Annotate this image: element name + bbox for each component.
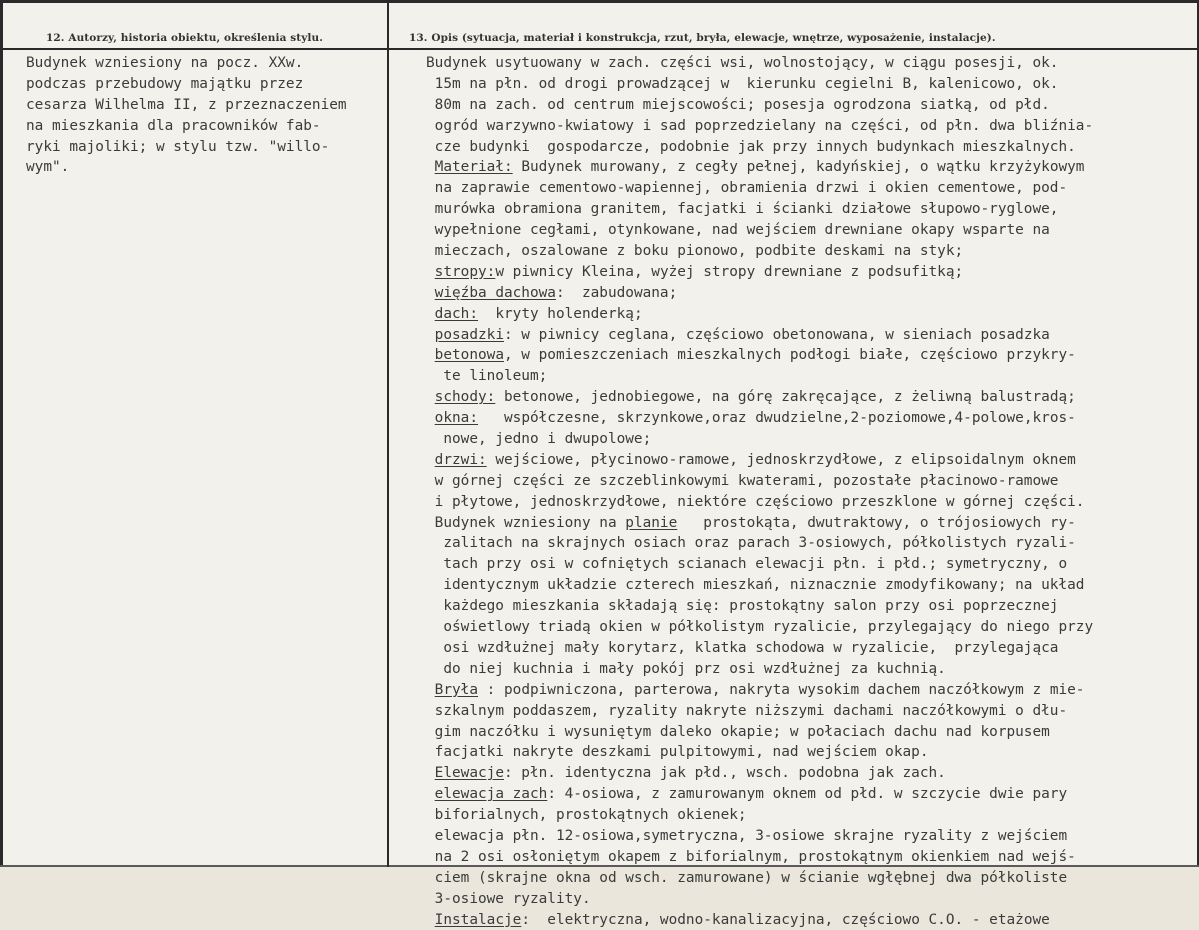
description-text-line bbox=[426, 304, 1198, 325]
description-text-line bbox=[426, 492, 1198, 513]
text-segment: 80m na zach. od centrum miejscowości; posesja ogrodzona siatką, od płd. bbox=[426, 96, 1050, 113]
field-label: betonowa bbox=[434, 347, 504, 364]
text-segment bbox=[426, 327, 435, 343]
field-label: dach: bbox=[434, 305, 478, 322]
field-label: planie bbox=[625, 514, 678, 531]
text-segment: na 2 osi osłoniętym okapem z biforialnym, prostokątnym okienkiem nad wejś- bbox=[426, 848, 1076, 865]
description-text-line bbox=[426, 826, 1198, 847]
description-text-line bbox=[426, 95, 1198, 116]
field-label: Instalacje bbox=[434, 911, 522, 928]
description-text-line bbox=[426, 345, 1198, 366]
description-text-line bbox=[426, 533, 1198, 554]
section-12-heading: 12. Autorzy, historia obiektu, określenia stylu. bbox=[46, 32, 324, 44]
text-segment: : podpiwniczona, parterowa, nakryta wysokim dachem naczółkowym z mie- bbox=[478, 681, 1085, 698]
text-segment: Budynek murowany, z cegły pełnej, kadyńskiej, o wątku krzyżykowym bbox=[512, 159, 1085, 176]
text-segment bbox=[426, 786, 435, 802]
text-segment: : 4-osiowa, z zamurowanym oknem od płd. w szczycie dwie pary bbox=[547, 786, 1068, 803]
description-text-line bbox=[426, 408, 1198, 429]
text-segment bbox=[426, 347, 435, 363]
description-text-line bbox=[426, 137, 1198, 158]
description-text-line bbox=[426, 178, 1198, 199]
description-text-line bbox=[426, 868, 1198, 889]
history-text-line: cesarza Wilhelma II, z przeznaczeniem bbox=[26, 96, 347, 113]
text-segment: w piwnicy Kleina, wyżej stropy drewniane z podsufitką; bbox=[495, 263, 964, 280]
text-segment: szkalnym poddaszem, ryzality nakryte niższymi dachami naczółkowymi o dłu- bbox=[434, 702, 1068, 719]
description-text-line bbox=[426, 763, 1198, 784]
description-text-line bbox=[426, 74, 1198, 95]
description-text-line bbox=[426, 429, 1198, 450]
history-text-line: wym". bbox=[26, 159, 70, 176]
text-segment: do niej kuchnia i mały pokój prz osi wzdłużnej za kuchnią. bbox=[426, 660, 946, 677]
description-text-line bbox=[426, 701, 1198, 722]
text-segment: wypełnione cegłami, otynkowane, nad wejściem drewniane okapy wsparte na bbox=[426, 222, 1050, 239]
field-label: Bryła bbox=[434, 681, 478, 698]
text-segment: betonowe, jednobiegowe, na górę zakręcające, z żeliwną balustradą; bbox=[495, 389, 1076, 406]
text-segment: nowe, jedno i dwupolowe; bbox=[426, 431, 652, 448]
description-text-line bbox=[426, 283, 1198, 304]
text-segment bbox=[426, 703, 435, 719]
field-label: stropy: bbox=[434, 263, 496, 280]
description-text-line bbox=[426, 53, 1198, 74]
description-text-line bbox=[426, 805, 1198, 826]
text-segment: oświetlowy triadą okien w półkolistym ryzalicie, przylegający do niego przy bbox=[426, 619, 1094, 636]
text-segment: zalitach na skrajnych osiach oraz parach 3-osiowych, półkolistych ryzali- bbox=[426, 535, 1076, 552]
text-segment: na zaprawie cementowo-wapiennej, obramienia drzwi i okien cementowe, pod- bbox=[426, 180, 1068, 197]
description-text-line bbox=[426, 889, 1198, 910]
frame-border-left bbox=[0, 0, 3, 867]
description-text-line bbox=[426, 596, 1198, 617]
field-label: posadzki bbox=[434, 326, 504, 343]
section-13-heading: 13. Opis (sytuacja, materiał i konstrukcja, rzut, bryła, elewacje, wnętrze, wyposażenie, instalacje). bbox=[409, 32, 996, 44]
text-segment bbox=[426, 306, 435, 322]
text-segment: 15m na płn. od drogi prowadzącej w kierunku cegielni B, kalenicowo, ok. bbox=[426, 75, 1059, 92]
frame-border-top bbox=[0, 0, 1199, 3]
text-segment: te linoleum; bbox=[426, 368, 548, 385]
description-text-line bbox=[426, 199, 1198, 220]
text-segment bbox=[426, 765, 435, 781]
description-text-line bbox=[426, 910, 1198, 930]
description-text-line bbox=[426, 262, 1198, 283]
history-text-line: podczas przebudowy majątku przez bbox=[26, 75, 304, 92]
text-segment: Budynek usytuowany w zach. części wsi, wolnostojący, w ciągu posesji, ok. bbox=[426, 55, 1059, 71]
description-text-line bbox=[426, 116, 1198, 137]
description-text-line bbox=[426, 617, 1198, 638]
text-segment bbox=[426, 264, 435, 280]
text-segment: tach przy osi w cofniętych scianach elewacji płn. i płd.; symetryczny, o bbox=[426, 556, 1068, 573]
text-segment bbox=[426, 912, 435, 928]
field-label: elewacja zach bbox=[434, 786, 548, 803]
text-segment: elewacja płn. 12-osiowa,symetryczna, 3-osiowe skrajne ryzality z wejściem bbox=[426, 827, 1068, 844]
description-text-line bbox=[426, 220, 1198, 241]
text-segment: ogród warzywno-kwiatowy i sad poprzedzielany na części, od płn. dwa bliźnia- bbox=[426, 117, 1094, 134]
text-segment: 3-osiowe ryzality. bbox=[426, 890, 591, 907]
description-text-line bbox=[426, 157, 1198, 178]
history-text-line: na mieszkania dla pracowników fab- bbox=[26, 117, 321, 134]
text-segment: murówka obramiona granitem, facjatki i ścianki działowe słupowo-ryglowe, bbox=[426, 201, 1059, 218]
description-text-line bbox=[426, 325, 1198, 346]
text-segment: współczesne, skrzynkowe,oraz dwudzielne,2-poziomowe,4-polowe,kros- bbox=[478, 410, 1076, 427]
text-segment bbox=[426, 159, 435, 175]
text-segment: : elektryczna, wodno-kanalizacyjna, częściowo C.O. - etażowe bbox=[521, 911, 1050, 928]
description-text-line bbox=[426, 450, 1198, 471]
description-text-line bbox=[426, 471, 1198, 492]
text-segment: : w piwnicy ceglana, częściowo obetonowana, w sieniach posadzka bbox=[503, 326, 1050, 343]
description-text-line bbox=[426, 784, 1198, 805]
description-text-line bbox=[426, 366, 1198, 387]
text-segment: cze budynki gospodarcze, podobnie jak przy innych budynkach mieszkalnych. bbox=[426, 138, 1076, 155]
text-segment: prostokąta, dwutraktowy, o trójosiowych ry- bbox=[677, 514, 1076, 531]
text-segment: i płytowe, jednoskrzydłowe, niektóre częściowo przeszklone w górnej części. bbox=[426, 493, 1085, 510]
text-segment: osi wzdłużnej mały korytarz, klatka schodowa w ryzalicie, przylegająca bbox=[426, 639, 1059, 656]
history-text-line: Budynek wzniesiony na pocz. XXw. bbox=[26, 55, 304, 71]
field-label: schody: bbox=[434, 389, 496, 406]
description-text-line bbox=[426, 722, 1198, 743]
text-segment: kryty holenderką; bbox=[478, 305, 643, 322]
text-segment: w górnej części ze szczeblinkowymi kwaterami, pozostałe płacinowo-ramowe bbox=[426, 472, 1059, 489]
text-segment: identycznym układzie czterech mieszkań, niznacznie zmodyfikowany; na układ bbox=[426, 577, 1085, 594]
text-segment bbox=[426, 410, 435, 426]
text-segment: ciem (skrajne okna od wsch. zamurowane) w ścianie wgłębnej dwa półkoliste bbox=[426, 869, 1068, 886]
field-label: więźba dachowa bbox=[434, 284, 556, 301]
text-segment: : płn. identyczna jak płd., wsch. podobna jak zach. bbox=[503, 765, 946, 782]
description-text-line bbox=[426, 554, 1198, 575]
history-text-line: ryki majoliki; w stylu tzw. "willo- bbox=[26, 138, 330, 155]
field-label: Elewacje bbox=[434, 765, 504, 782]
text-segment: każdego mieszkania składają się: prostokątny salon przy osi poprzecznej bbox=[426, 598, 1059, 615]
column-divider bbox=[387, 0, 389, 867]
text-segment: wejściowe, płycinowo-ramowe, jednoskrzydłowe, z elipsoidalnym oknem bbox=[486, 451, 1076, 468]
description-text-line bbox=[426, 680, 1198, 701]
text-segment: , w pomieszczeniach mieszkalnych podłogi białe, częściowo przykry- bbox=[503, 347, 1076, 364]
field-label: drzwi: bbox=[434, 451, 487, 468]
header-rule-left bbox=[3, 48, 387, 50]
text-segment: mieczach, oszalowane z boku pionowo, podbite deskami na styk; bbox=[426, 243, 964, 260]
description-text-line bbox=[426, 387, 1198, 408]
text-segment bbox=[426, 682, 435, 698]
text-segment bbox=[426, 452, 435, 468]
description-text-line bbox=[426, 638, 1198, 659]
description-text-block bbox=[426, 53, 1198, 930]
text-segment: gim naczółku i wysuniętym daleko okapie; w połaciach dachu nad korpusem bbox=[426, 723, 1050, 740]
text-segment: biforialnych, prostokątnych okienek; bbox=[426, 807, 747, 824]
description-text-line bbox=[426, 847, 1198, 868]
text-segment: Budynek wzniesiony na bbox=[426, 514, 626, 531]
description-text-line bbox=[426, 742, 1198, 763]
text-segment bbox=[426, 389, 435, 405]
description-text-line bbox=[426, 575, 1198, 596]
description-text-line bbox=[426, 513, 1198, 534]
description-text-line bbox=[426, 659, 1198, 680]
field-label: okna: bbox=[434, 410, 478, 427]
field-label: Materiał: bbox=[434, 159, 513, 176]
text-segment bbox=[426, 285, 435, 301]
header-rule-right bbox=[389, 48, 1197, 50]
text-segment: facjatki nakryte deszkami pulpitowymi, nad wejściem okap. bbox=[426, 744, 929, 761]
description-text-line bbox=[426, 241, 1198, 262]
text-segment: : zabudowana; bbox=[555, 284, 678, 301]
history-text-block bbox=[26, 53, 347, 178]
